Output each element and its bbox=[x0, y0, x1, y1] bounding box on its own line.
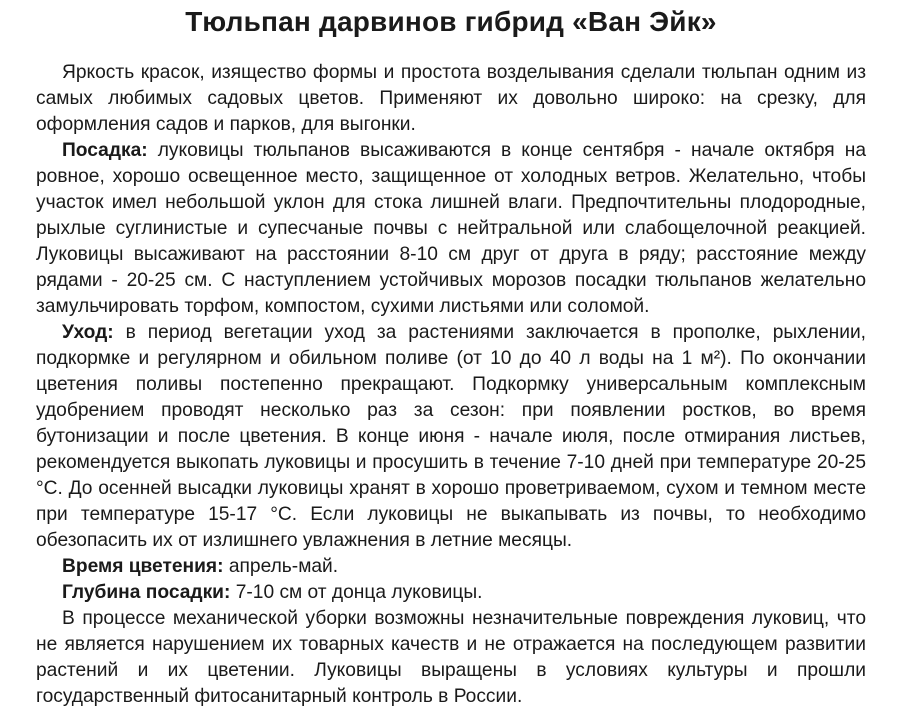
care-label: Уход: bbox=[62, 322, 114, 343]
bloom-time-label: Время цветения: bbox=[62, 556, 224, 577]
care-paragraph bbox=[36, 320, 866, 554]
planting-depth-label: Глубина посадки: bbox=[62, 582, 231, 603]
planting-label: Посадка: bbox=[62, 140, 148, 161]
care-text: в период вегетации уход за растениями заключается в прополке, рыхлении, подкормке и регулярном и обильном поливе (от 10 до 40 л воды на 1 м²). По окончании цветения поливы постепенно прекращают. Подкормку универсальным комплексным удобрением проводят несколько раз за сезон: при появлении ростков, во время бутонизации и после цветения. В конце июня - начале июля, после отмирания листьев, рекомендуется выкопать луковицы и просушить в течение 7-10 дней при температуре 20-25 °С. До осенней высадки луковицы хранят в хорошо проветриваемом, сухом и темном месте при температуре 15-17 °С. Если луковицы не выкапывать из почвы, то необходимо обезопасить их от излишнего увлажнения в летние месяцы. bbox=[36, 322, 866, 551]
planting-paragraph bbox=[36, 138, 866, 320]
intro-paragraph bbox=[36, 60, 866, 138]
planting-depth-paragraph bbox=[36, 580, 866, 606]
intro-text: Яркость красок, изящество формы и простота возделывания сделали тюльпан одним из самых любимых садовых цветов. Применяют их довольно широко: на срезку, для оформления садов и парков, для выгонки. bbox=[36, 62, 866, 135]
bloom-time-paragraph bbox=[36, 554, 866, 580]
document-body bbox=[36, 60, 866, 710]
planting-depth-text: 7-10 см от донца луковицы. bbox=[230, 582, 483, 603]
notice-paragraph bbox=[36, 606, 866, 710]
notice-text: В процессе механической уборки возможны незначительные повреждения луковиц, что не является нарушением их товарных качеств и не отражается на последующем развитии растений и их цветении. Луковицы выращены в условиях культуры и прошли государственный фитосанитарный контроль в России. bbox=[36, 608, 866, 707]
document-title: Тюльпан дарвинов гибрид «Ван Эйк» bbox=[185, 6, 717, 37]
planting-text: луковицы тюльпанов высаживаются в конце сентября - начале октября на ровное, хорошо освещенное место, защищенное от холодных ветров. Желательно, чтобы участок имел небольшой уклон для стока лишней влаги. Предпочтительны плодородные, рыхлые суглинистые и супесчаные почвы с нейтральной или слабощелочной реакцией. Луковицы высаживают на расстоянии 8-10 см друг от друга в ряду; расстояние между рядами - 20-25 см. С наступлением устойчивых морозов посадки тюльпанов желательно замульчировать торфом, компостом, сухими листьями или соломой. bbox=[36, 140, 866, 317]
bloom-time-text: апрель-май. bbox=[223, 556, 339, 577]
